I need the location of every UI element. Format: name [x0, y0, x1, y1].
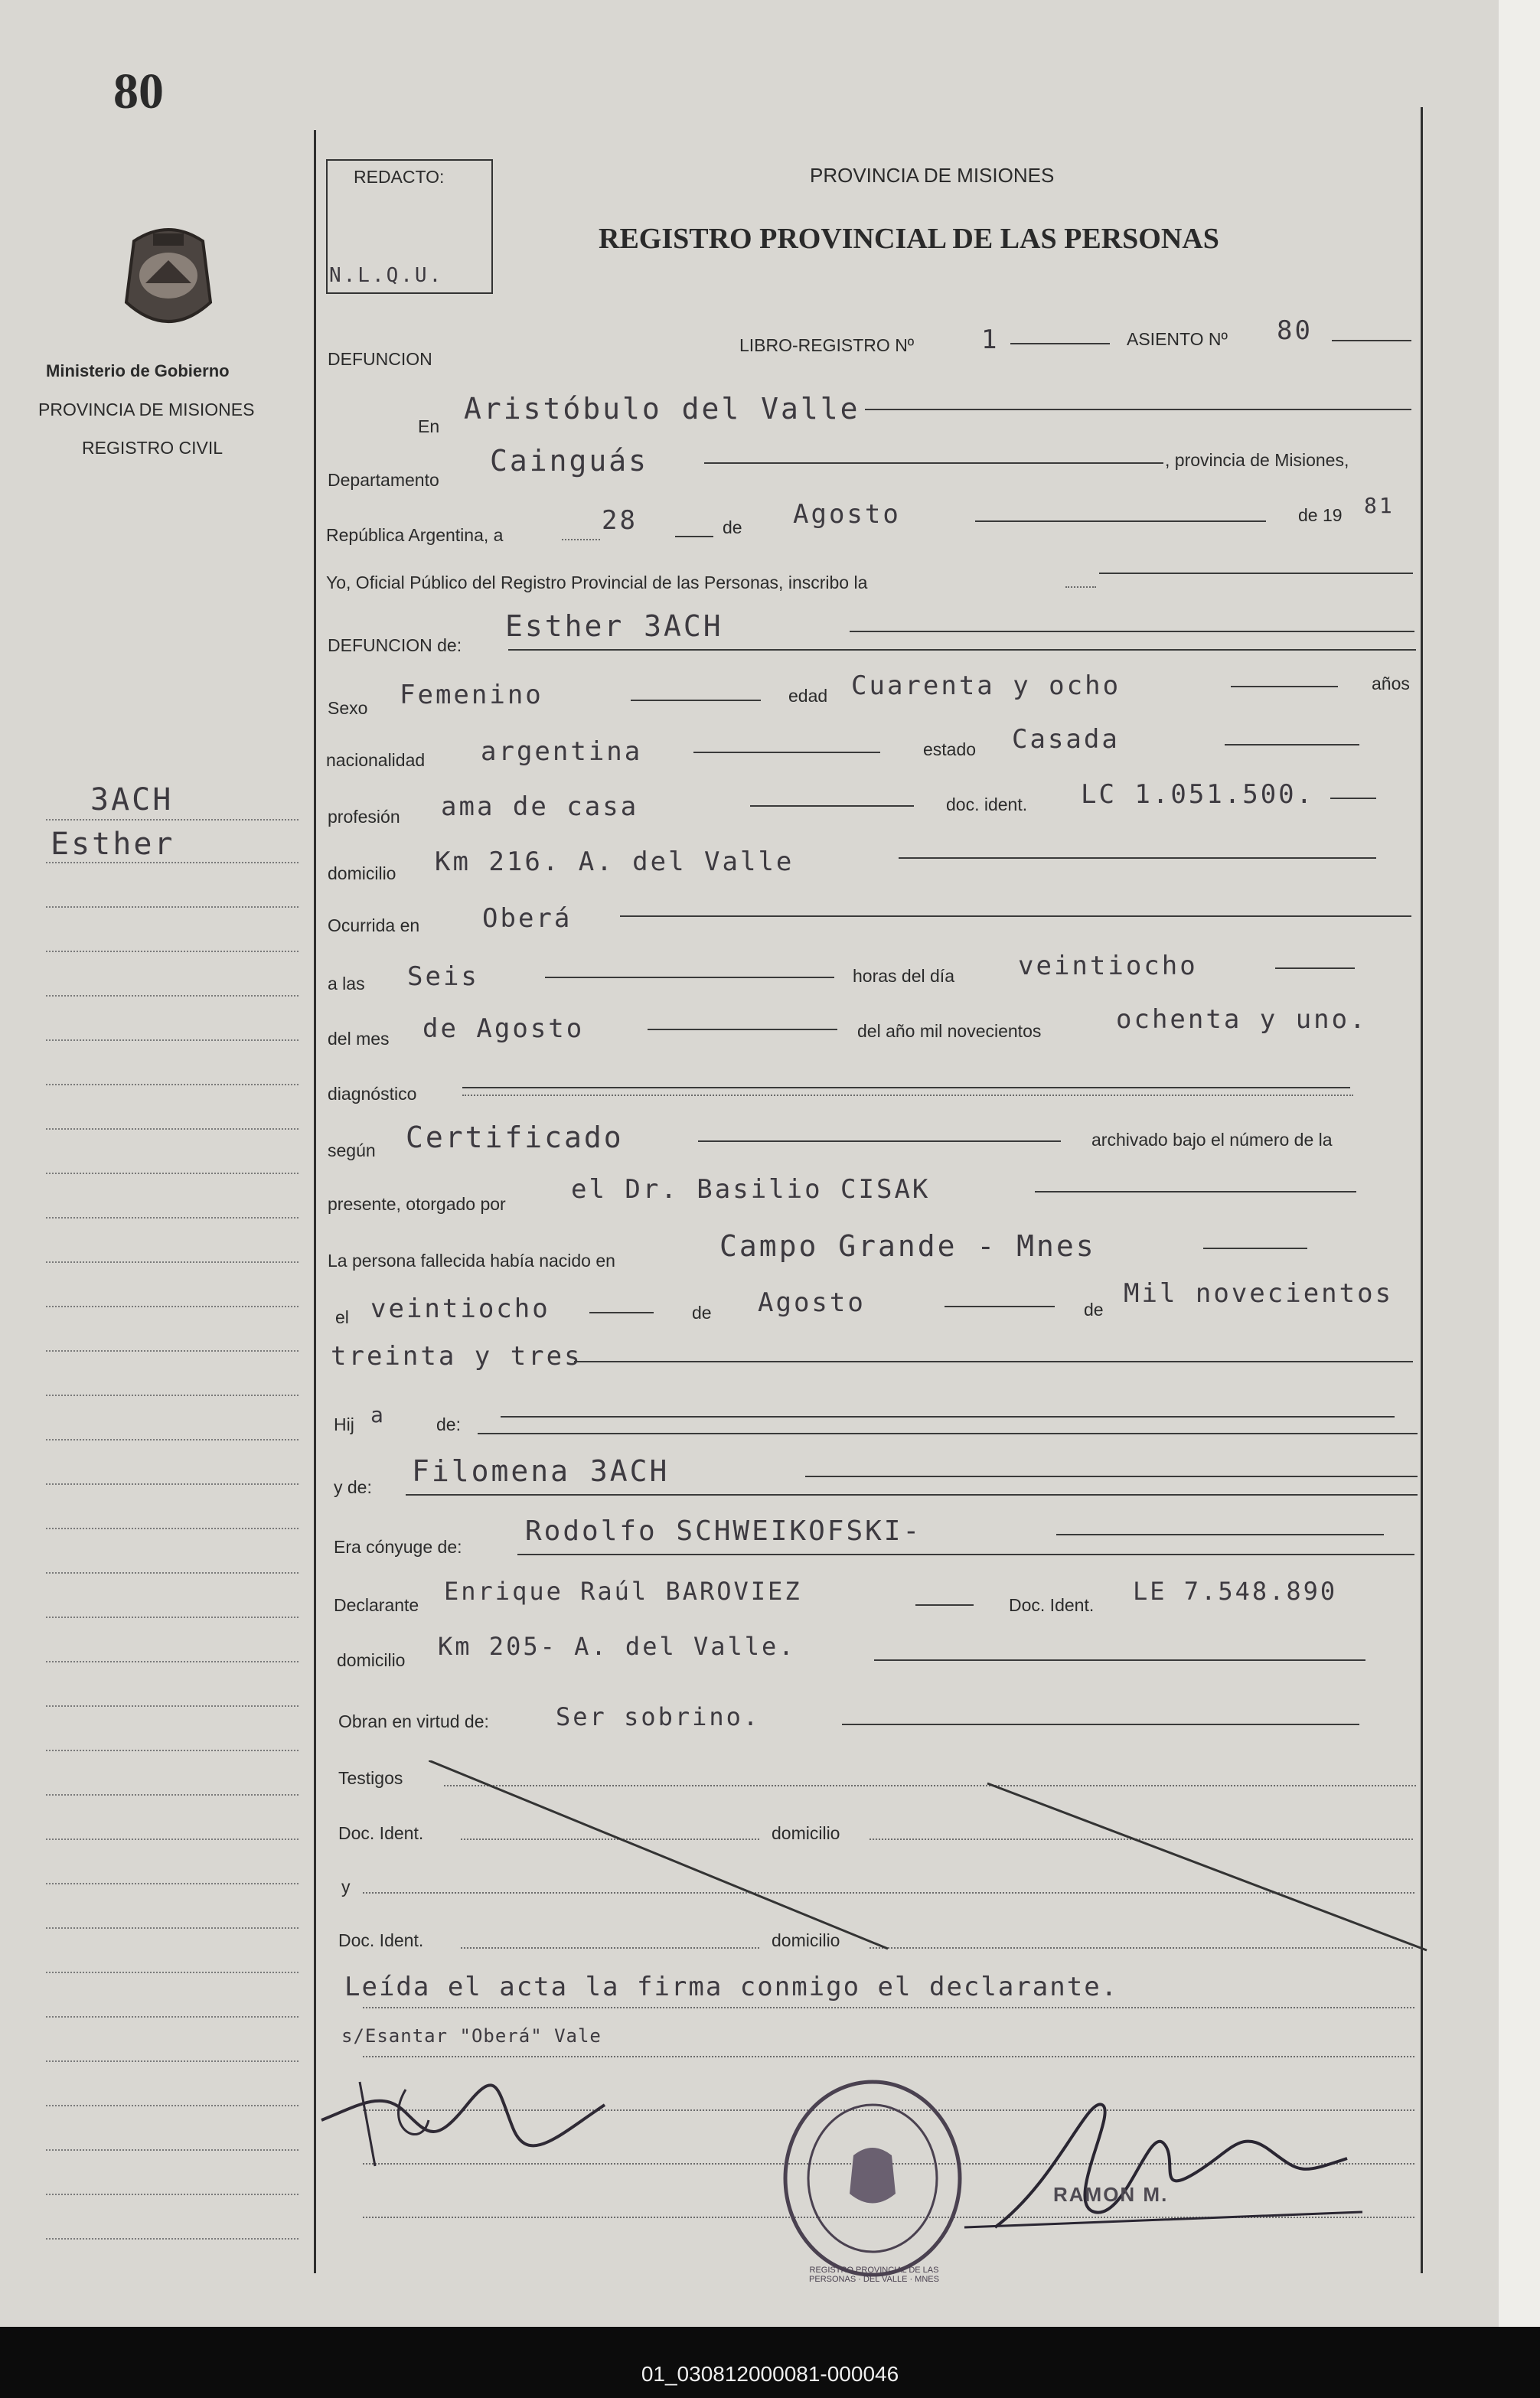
doc-value: LC 1.051.500. [1081, 779, 1315, 810]
age-label: edad [788, 686, 828, 706]
child-label: Hij [334, 1414, 354, 1434]
header-province: PROVINCIA DE MISIONES [810, 164, 1055, 187]
redacto-value: N.L.Q.U. [329, 264, 444, 287]
according-label: según [328, 1140, 376, 1160]
correction-note: s/Esantar "Oberá" Vale [341, 2025, 602, 2047]
month-of-label: del mes [328, 1029, 390, 1049]
year-value: 81 [1364, 493, 1395, 518]
declarant-value: Enrique Raúl BAROVIEZ [444, 1577, 802, 1606]
declarant-address-value: Km 205- A. del Valle. [438, 1632, 796, 1661]
born-value: Campo Grande - Mnes [719, 1229, 1096, 1263]
granted-label: presente, otorgado por [328, 1194, 506, 1214]
profession-label: profesión [328, 807, 400, 827]
y-label: y [341, 1877, 351, 1897]
born-on-label: el [335, 1307, 349, 1327]
witness2-address-label: domicilio [772, 1930, 840, 1950]
declarant-label: Declarante [334, 1595, 419, 1615]
officer-stamp: RAMON M. [1053, 2183, 1169, 2206]
year-prefix: de 19 [1298, 505, 1343, 525]
document-id: 01_030812000081-000046 [641, 2362, 899, 2386]
capacity-label: Obran en virtud de: [338, 1711, 489, 1731]
seal-text: REGISTRO PROVINCIAL DE LAS PERSONAS · DEL VALLE · MNES [809, 2266, 939, 2284]
closing-note: Leída el acta la firma conmigo el declarante. [344, 1972, 1119, 2002]
sex-value: Femenino [400, 680, 543, 710]
age-value: Cuarenta y ocho [851, 670, 1121, 701]
margin-surname: ЗАСН [90, 782, 174, 817]
coat-of-arms-icon [111, 218, 226, 344]
child-of-label: de: [436, 1414, 461, 1434]
occurred-label: Ocurrida en [328, 915, 420, 935]
deceased-value: Esther ЗАСН [505, 609, 723, 643]
address-label: domicilio [328, 863, 396, 883]
born-de2-label: de [1084, 1300, 1104, 1320]
child-suffix: a [370, 1402, 386, 1427]
death-day-value: veintiocho [1018, 951, 1198, 981]
archived-label: archivado bajo el número de la [1091, 1130, 1333, 1150]
official-seal [781, 2079, 964, 2282]
born-label: La persona fallecida había nacido en [328, 1251, 615, 1271]
declarant-address-label: domicilio [337, 1650, 406, 1670]
granted-value: el Dr. Basilio CISAK [571, 1174, 931, 1205]
province-label: PROVINCIA DE MISIONES [38, 400, 255, 419]
book-label: LIBRO-REGISTRO Nº [739, 335, 915, 355]
witness2-doc-label: Doc. Ident. [338, 1930, 424, 1950]
de-label: de [723, 517, 742, 537]
born-year-cont: treinta y tres [331, 1341, 582, 1372]
born-de-label: de [692, 1303, 712, 1323]
day-of-label: horas del día [853, 966, 954, 986]
spouse-value: Rodolfo SCHWEIKOFSKI- [525, 1515, 922, 1547]
header-title: REGISTRO PROVINCIAL DE LAS PERSONAS [599, 223, 1219, 255]
witness-doc-label: Doc. Ident. [338, 1823, 424, 1843]
form-left-border [314, 130, 316, 2273]
statement-text: Yo, Oficial Público del Registro Provincial de las Personas, inscribo la [326, 573, 868, 592]
according-value: Certificado [406, 1121, 624, 1154]
mother-value: Filomena ЗАСН [412, 1454, 670, 1488]
nationality-value: argentina [481, 736, 643, 767]
born-month-value: Agosto [758, 1287, 866, 1318]
diagnosis-label: diagnóstico [328, 1084, 417, 1104]
declarant-doc-value: LE 7.548.890 [1133, 1577, 1338, 1606]
and-label: y de: [334, 1477, 372, 1497]
place-label: En [418, 416, 440, 436]
doc-label: doc. ident. [946, 794, 1028, 814]
seat-label: ASIENTO Nº [1127, 329, 1228, 349]
page-edge [1499, 0, 1540, 2327]
witness-strike-lines [429, 1760, 1439, 1963]
month-value: Agosto [793, 499, 901, 530]
place-value: Aristóbulo del Valle [464, 392, 860, 426]
year-of-label: del año mil novecientos [857, 1021, 1042, 1041]
margin-given-name: Esther [51, 827, 175, 862]
day-value: 28 [602, 505, 638, 536]
born-day-value: veintiocho [370, 1294, 550, 1324]
witness-address-label: domicilio [772, 1823, 840, 1843]
seat-value: 80 [1277, 315, 1313, 346]
page-number: 80 [113, 64, 164, 119]
republic-label: República Argentina, a [326, 525, 504, 545]
deceased-label: DEFUNCION de: [328, 635, 462, 655]
redacto-label: REDACTO: [354, 167, 445, 187]
ministry-label: Ministerio de Gobierno [46, 361, 230, 380]
witnesses-label: Testigos [338, 1768, 403, 1788]
book-value: 1 [981, 325, 1000, 355]
death-month-value: de Agosto [423, 1013, 585, 1044]
marital-value: Casada [1012, 724, 1120, 755]
occurred-value: Oberá [482, 903, 573, 934]
record-type-label: DEFUNCION [328, 349, 432, 369]
nationality-label: nacionalidad [326, 750, 426, 770]
province-suffix: , provincia de Misiones, [1165, 450, 1349, 470]
sex-label: Sexo [328, 698, 368, 718]
marital-label: estado [923, 739, 977, 759]
department-label: Departamento [328, 470, 439, 490]
address-value: Km 216. A. del Valle [435, 847, 794, 877]
capacity-value: Ser sobrino. [556, 1702, 761, 1731]
hour-value: Seis [407, 961, 479, 992]
profession-value: ama de casa [441, 791, 639, 822]
registry-label: REGISTRO CIVIL [82, 438, 223, 458]
death-year-value: ochenta y uno. [1116, 1004, 1368, 1035]
spouse-label: Era cónyuge de: [334, 1537, 462, 1557]
born-year-value: Mil novecientos [1124, 1278, 1394, 1309]
department-value: Cainguás [490, 444, 649, 478]
declarant-doc-label: Doc. Ident. [1009, 1595, 1095, 1615]
years-label: años [1372, 674, 1410, 693]
hour-label: a las [328, 974, 365, 993]
declarant-signature [314, 2059, 635, 2178]
